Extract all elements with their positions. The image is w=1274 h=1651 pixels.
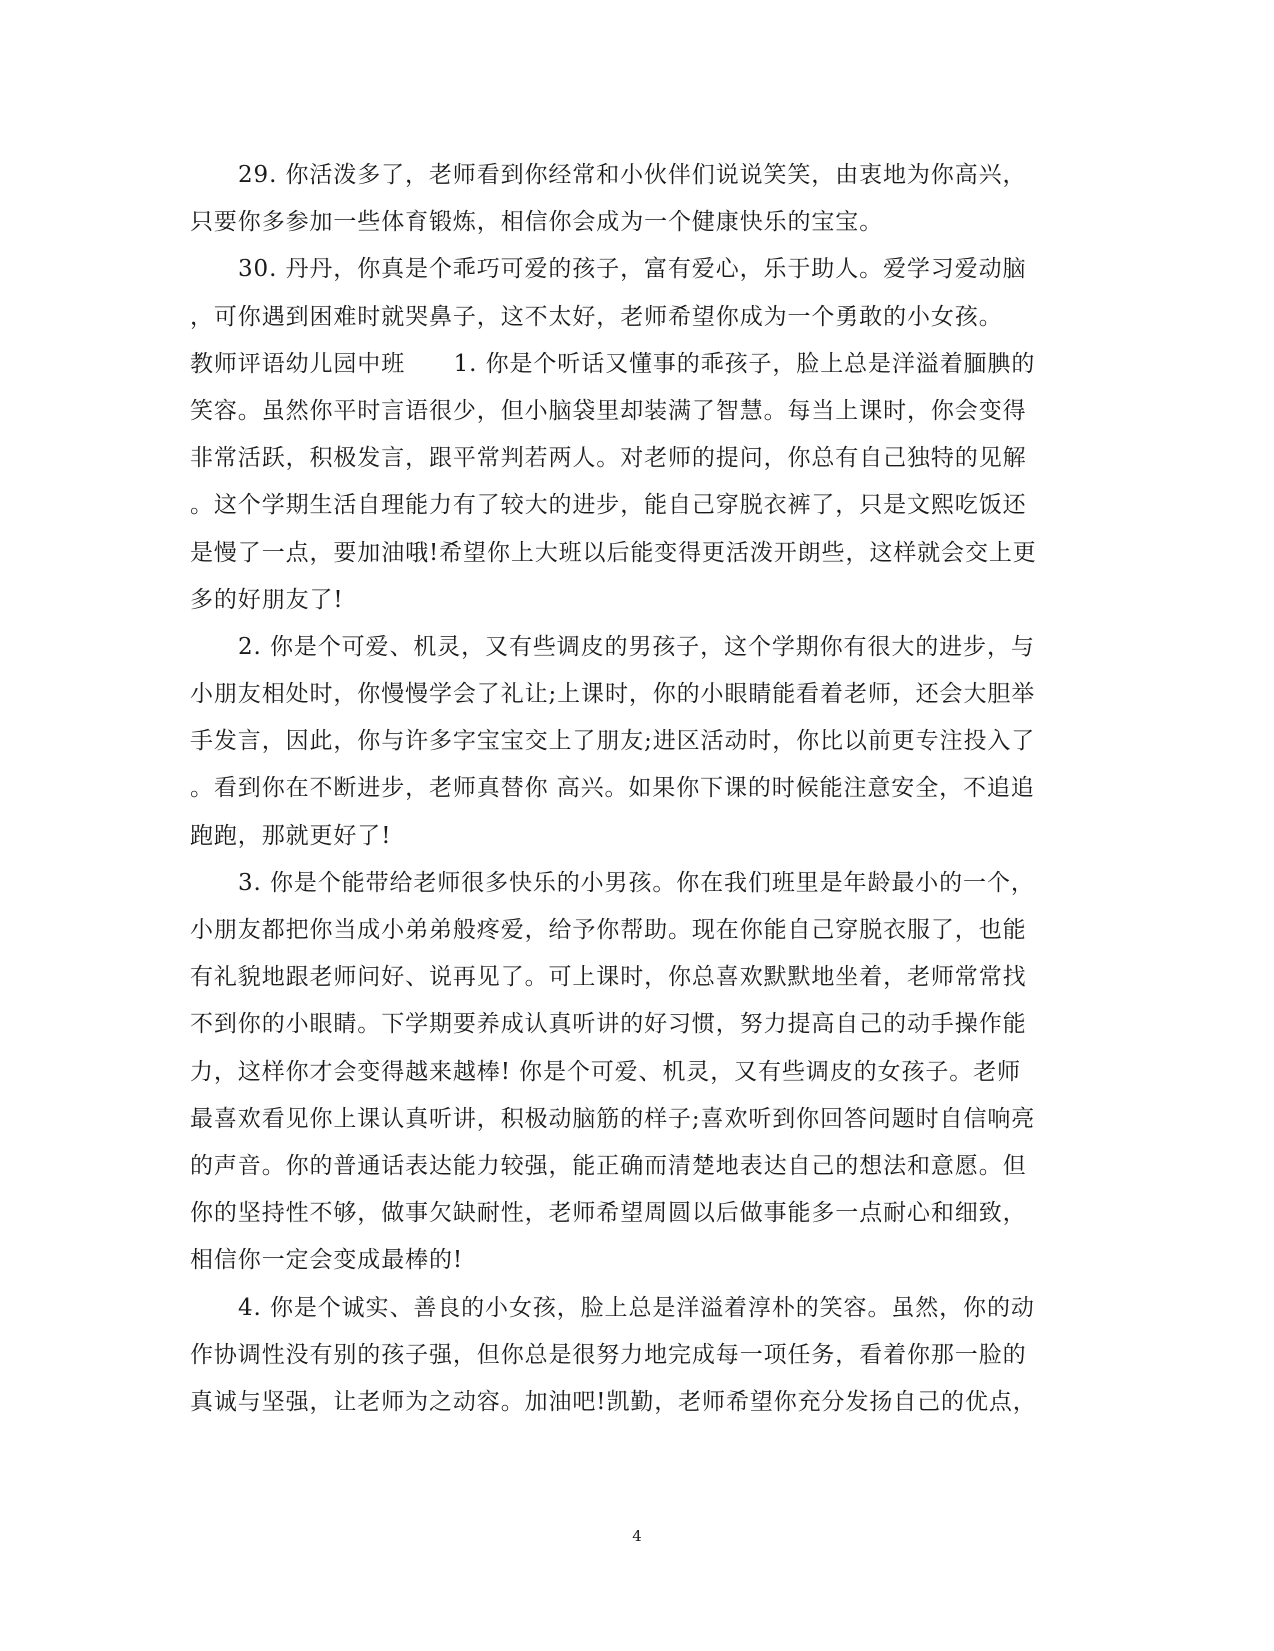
text-line: 29. 你活泼多了，老师看到你经常和小伙伴们说说笑笑，由衷地为你高兴，: [238, 162, 1027, 188]
text-line: 30. 丹丹，你真是个乖巧可爱的孩子，富有爱心，乐于助人。爱学习爱动脑: [238, 256, 1027, 283]
text-line: 手发言，因此，你与许多字宝宝交上了朋友;进区活动时，你比以前更专注投入了: [190, 728, 1036, 755]
text-line: 2. 你是个可爱、机灵，又有些调皮的男孩子，这个学期你有很大的进步，与: [238, 633, 1035, 660]
text-line: 有礼貌地跟老师问好、说再见了。可上课时，你总喜欢默默地坐着，老师常常找: [190, 964, 1027, 991]
text-line: 小朋友相处时，你慢慢学会了礼让;上课时，你的小眼睛能看着老师，还会大胆举: [190, 681, 1036, 708]
text-line: 。这个学期生活自理能力有了较大的进步，能自己穿脱衣裤了，只是文熙吃饭还: [190, 492, 1027, 519]
text-line: 多的好朋友了!: [190, 586, 344, 613]
text-line: 不到你的小眼睛。下学期要养成认真听讲的好习惯，努力提高自己的动手操作能: [190, 1011, 1027, 1038]
text-line: 作协调性没有别的孩子强，但你总是很努力地完成每一项任务，看着你那一脸的: [190, 1341, 1027, 1368]
paragraph-29: [190, 152, 1080, 246]
text-line: 的声音。你的普通话表达能力较强，能正确而清楚地表达自己的想法和意愿。但: [190, 1152, 1027, 1179]
paragraph-4: [190, 1285, 1080, 1427]
text-line: ，可你遇到困难时就哭鼻子，这不太好，老师希望你成为一个勇敢的小女孩。: [190, 303, 1003, 330]
text-line: 力，这样你才会变得越来越棒! 你是个可爱、机灵，又有些调皮的女孩子。老师: [190, 1058, 1021, 1085]
text-line: 非常活跃，积极发言，跟平常判若两人。对老师的提问，你总有自己独特的见解: [190, 445, 1027, 472]
text-line: 教师评语幼儿园中班 1. 你是个听话又懂事的乖孩子，脸上总是洋溢着腼腆的: [190, 350, 1036, 377]
text-line: 最喜欢看见你上课认真听讲，积极动脑筋的样子;喜欢听到你回答问题时自信响亮: [190, 1105, 1036, 1132]
text-line: 4. 你是个诚实、善良的小女孩，脸上总是洋溢着淳朴的笑容。虽然，你的动: [238, 1294, 1035, 1321]
text-line: 是慢了一点，要加油哦!希望你上大班以后能变得更活泼开朗些，这样就会交上更: [190, 539, 1037, 566]
text-line: 只要你多参加一些体育锻炼，相信你会成为一个健康快乐的宝宝。: [190, 209, 884, 236]
text-line: 你的坚持性不够，做事欠缺耐性，老师希望周圆以后做事能多一点耐心和细致，: [190, 1200, 1027, 1227]
text-line: 跑跑，那就更好了!: [190, 822, 392, 849]
text-line: 相信你一定会变成最棒的!: [190, 1247, 464, 1274]
paragraph-3: [190, 860, 1080, 1285]
text-line: 。看到你在不断进步，老师真替你 高兴。如果你下课的时候能注意安全，不追追: [190, 775, 1035, 802]
text-line: 真诚与坚强，让老师为之动容。加油吧!凯勤，老师希望你充分发扬自己的优点，: [190, 1388, 1037, 1415]
paragraph-section-1: [190, 341, 1080, 624]
page-number: 4: [632, 1527, 642, 1545]
paragraph-2: [190, 624, 1080, 860]
text-line: 小朋友都把你当成小弟弟般疼爱，给予你帮助。现在你能自己穿脱衣服了，也能: [190, 917, 1027, 943]
paragraph-30: [190, 246, 1080, 340]
text-line: 笑容。虽然你平时言语很少，但小脑袋里却装满了智慧。每当上课时，你会变得: [190, 397, 1027, 424]
text-line: 3. 你是个能带给老师很多快乐的小男孩。你在我们班里是年龄最小的一个，: [238, 869, 1035, 896]
document-body: [190, 152, 1080, 1426]
